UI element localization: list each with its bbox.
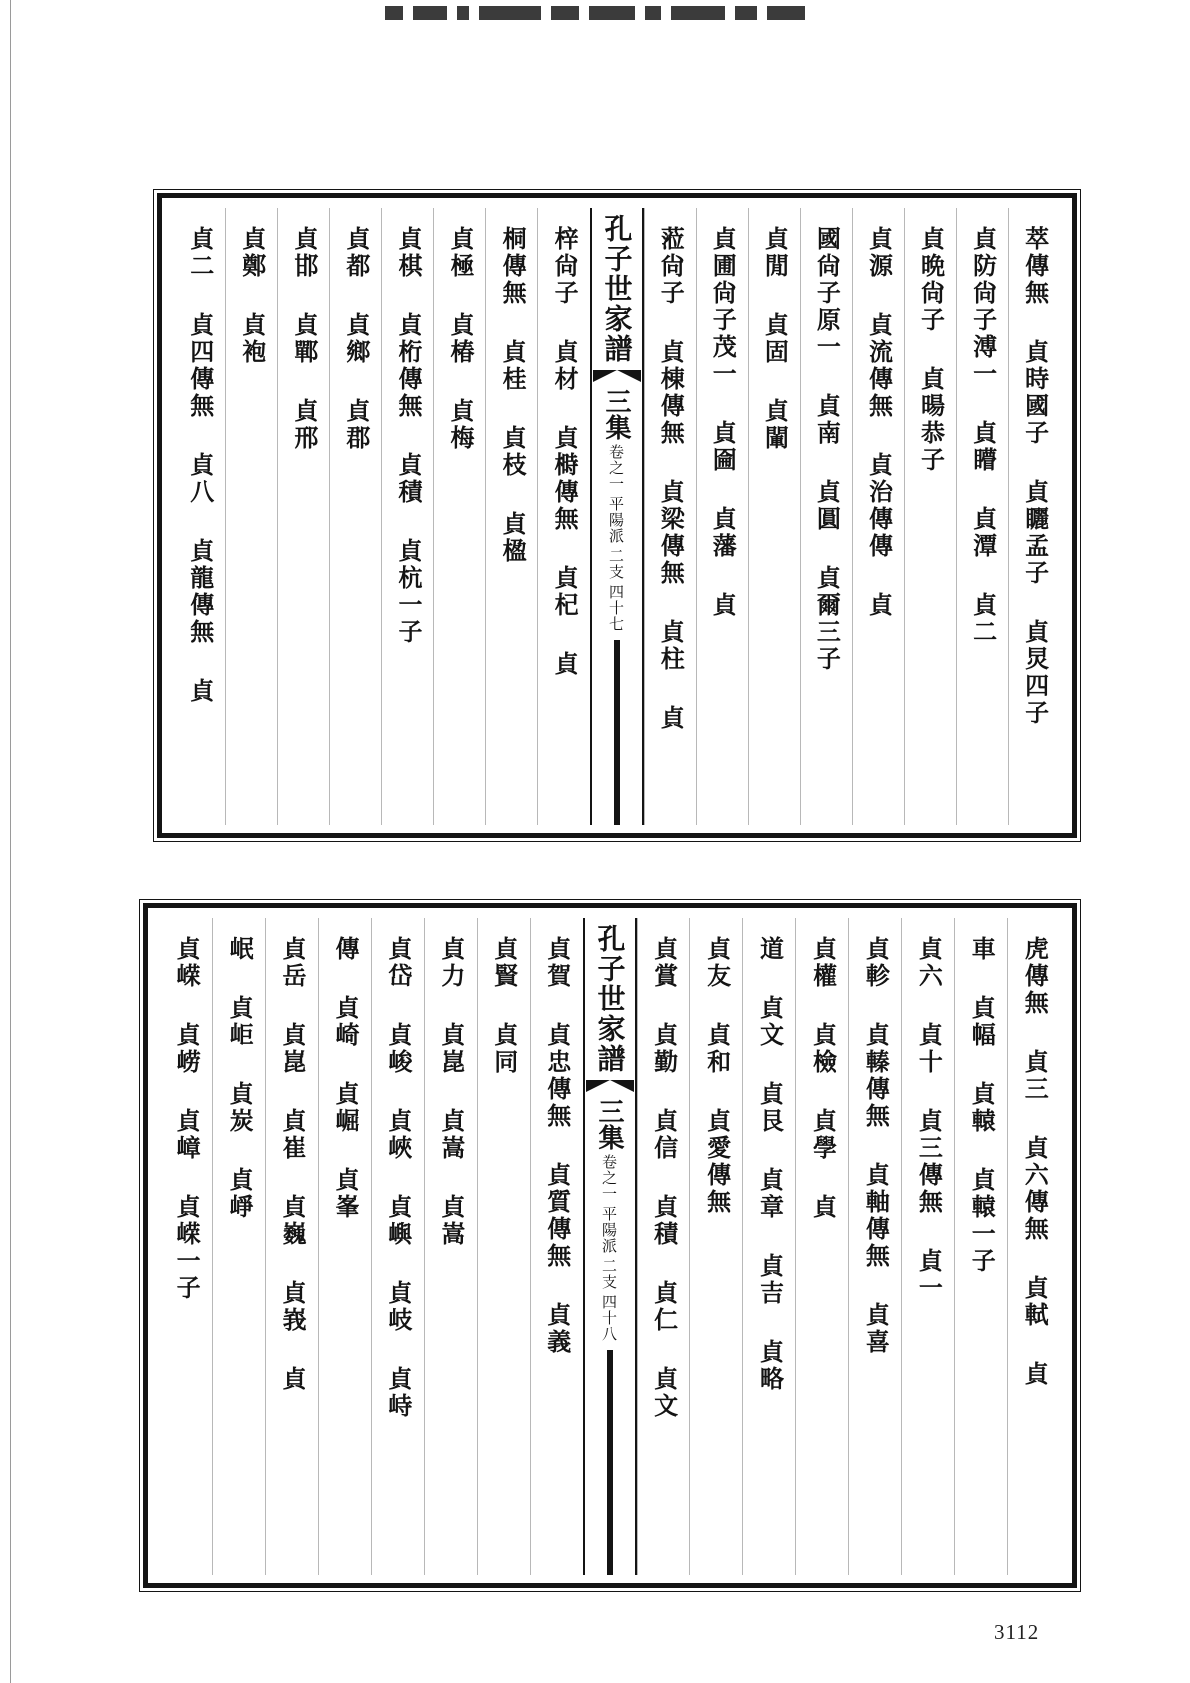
genealogy-column: 貞極 貞椿 貞梅 xyxy=(433,208,485,825)
genealogy-column: 貞晩尙子 貞暘恭子 xyxy=(904,208,956,825)
genealogy-column: 車 貞幅 貞轅 貞轅一子 xyxy=(954,918,1007,1575)
genealogy-column: 梓尙子 貞材 貞榯傳無 貞杞 貞 xyxy=(537,208,589,825)
genealogy-column: 貞岱 貞峻 貞峽 貞嶼 貞岐 貞峙 xyxy=(371,918,424,1575)
genealogy-column: 傳 貞崎 貞崛 貞峯 xyxy=(318,918,371,1575)
scan-edge-line xyxy=(10,0,11,1683)
genealogy-column: 貞賀 貞忠傳無 貞質傳無 貞義 xyxy=(530,918,583,1575)
genealogy-column: 貞力 貞崑 貞嵩 貞嵩 xyxy=(424,918,477,1575)
spine-rule xyxy=(614,640,620,825)
bottom-register-page xyxy=(143,903,1077,1588)
genealogy-column: 蒞尙子 貞棟傳無 貞梁傳無 貞柱 貞 xyxy=(644,208,696,825)
genealogy-column: 萃傳無 貞時國子 貞矖孟子 貞炅四子 xyxy=(1008,208,1060,825)
lineage-label: 二支 xyxy=(600,1258,618,1290)
genealogy-column: 貞棋 貞桁傳無 貞積 貞杭一子 xyxy=(381,208,433,825)
book-title: 孔子世家譜 xyxy=(600,214,634,364)
genealogy-column: 貞六 貞十 貞三傳無 貞一 xyxy=(901,918,954,1575)
genealogy-column: 貞權 貞檢 貞學 貞 xyxy=(795,918,848,1575)
lineage-label: 二支 xyxy=(607,548,625,580)
page-spine xyxy=(583,918,637,1575)
genealogy-column: 貞岳 貞崑 貞崔 貞巍 貞峩 貞 xyxy=(265,918,318,1575)
spine-rule xyxy=(607,1350,613,1575)
genealogy-column: 貞友 貞和 貞愛傳無 xyxy=(689,918,742,1575)
genealogy-column: 岷 貞岠 貞炭 貞崢 xyxy=(212,918,265,1575)
genealogy-column: 貞二 貞四傳無 貞八 貞龍傳無 貞 xyxy=(185,226,215,705)
genealogy-column: 桐傳無 貞桂 貞枝 貞楹 xyxy=(485,208,537,825)
genealogy-column: 國尙子原一 貞南 貞圓 貞爾三子 xyxy=(800,208,852,825)
genealogy-column: 貞源 貞流傳無 貞治傳傳 貞 xyxy=(852,208,904,825)
leaf-number: 四十八 xyxy=(600,1294,618,1342)
page-number: 3112 xyxy=(994,1620,1040,1644)
genealogy-column: 貞軫 貞轃傳無 貞軸傳無 貞喜 xyxy=(848,918,901,1575)
book-title: 孔子世家譜 xyxy=(593,924,627,1074)
genealogy-column: 貞賞 貞勤 貞信 貞積 貞仁 貞文 xyxy=(637,918,690,1575)
genealogy-column: 貞都 貞鄉 貞郡 xyxy=(329,208,381,825)
chapter-label: 卷之一 xyxy=(607,444,625,492)
genealogy-column: 貞防尙子溥一 貞矒 貞潭 貞二 xyxy=(956,208,1008,825)
genealogy-column: 貞鄭 貞袍 xyxy=(225,208,277,825)
fish-tail-mark xyxy=(586,1080,634,1092)
volume-label: 三集 xyxy=(601,388,631,440)
genealogy-column: 貞賢 貞同 xyxy=(477,918,530,1575)
genealogy-column: 貞圃尙子茂一 貞圇 貞藩 貞 xyxy=(696,208,748,825)
branch-label: 平陽派 xyxy=(600,1206,618,1254)
bottom-columns xyxy=(160,918,1060,1575)
genealogy-column: 虎傳無 貞三 貞六傳無 貞軾 貞 xyxy=(1007,918,1060,1575)
branch-label: 平陽派 xyxy=(607,496,625,544)
volume-label: 三集 xyxy=(594,1098,624,1150)
genealogy-column: 貞閒 貞固 貞閳 xyxy=(748,208,800,825)
page-spine xyxy=(590,208,644,825)
chapter-label: 卷之一 xyxy=(600,1154,618,1202)
genealogy-column: 貞嵘 貞崂 貞嶂 貞嵘一子 xyxy=(172,936,202,1302)
fish-tail-mark xyxy=(593,370,641,382)
leaf-number: 四十七 xyxy=(607,584,625,632)
top-register-page xyxy=(157,193,1077,838)
genealogy-column: 貞邯 貞鄲 貞邢 xyxy=(277,208,329,825)
top-columns xyxy=(174,208,1060,825)
genealogy-column: 道 貞文 貞艮 貞章 貞吉 貞略 xyxy=(742,918,795,1575)
bleed-through-text xyxy=(385,6,945,22)
